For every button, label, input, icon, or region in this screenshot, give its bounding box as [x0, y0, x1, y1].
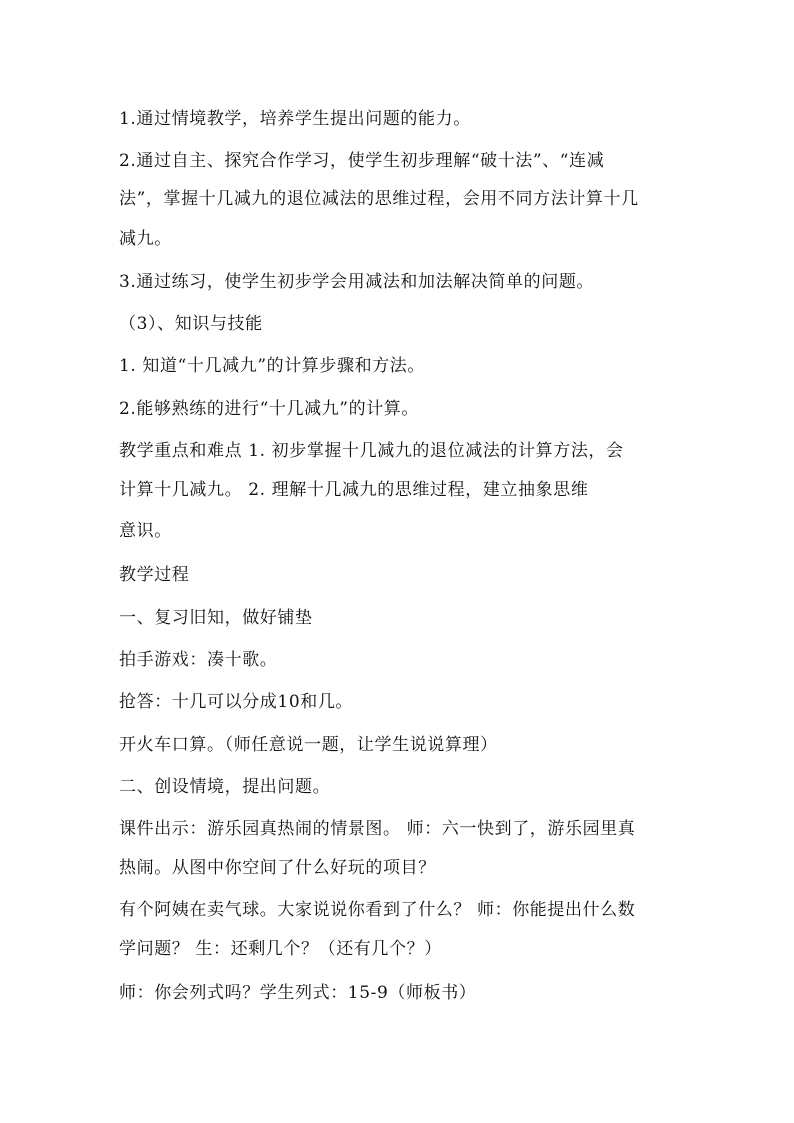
courseware-line-2: 热闹。从图中你空间了什么好玩的项目？	[119, 858, 436, 878]
balloon-line-2: 学问题？ 生：还剩几个？（还有几个？）	[119, 939, 442, 959]
key-points-line-3: 意识。	[119, 521, 172, 541]
balloon-line-1: 有个阿姨在卖气球。大家说说你看到了什么？ 师：你能提出什么数	[119, 900, 636, 920]
key-points-line-1: 教学重点和难点 1. 初步掌握十几减九的退位减法的计算方法，会	[119, 441, 624, 461]
goal-2-line-2: 法”，掌握十几减九的退位减法的思维过程，会用不同方法计算十几	[119, 189, 639, 209]
goal-3-line: 3.通过练习，使学生初步学会用减法和加法解决简单的问题。	[119, 272, 595, 292]
skill-1-line: 1. 知道“十几减九”的计算步骤和方法。	[119, 356, 426, 376]
skill-2-line: 2.能够熟练的进行“十几减九”的计算。	[119, 399, 420, 419]
courseware-line-1: 课件出示：游乐园真热闹的情景图。 师：六一快到了，游乐园里真	[119, 819, 636, 839]
formula-line: 师：你会列式吗？学生列式：15-9（师板书）	[119, 983, 477, 1003]
teaching-process-heading: 教学过程	[119, 565, 190, 585]
clap-game-line: 拍手游戏：凑十歌。	[119, 650, 278, 670]
train-oral-calc-line: 开火车口算。（师任意说一题，让学生说说算理）	[119, 735, 498, 755]
part-2-heading: 二、创设情境，提出问题。	[119, 777, 331, 797]
section-knowledge-skills-heading: （3）、知识与技能	[119, 314, 263, 334]
goal-2-line-1: 2.通过自主、探究合作学习，使学生初步理解“破十法”、“连减	[119, 151, 605, 171]
part-1-heading: 一、复习旧知，做好铺垫	[119, 608, 313, 628]
goal-2-line-3: 减九。	[119, 229, 172, 249]
goal-1-line: 1.通过情境教学，培养学生提出问题的能力。	[119, 109, 471, 129]
key-points-line-2: 计算十几减九。 2. 理解十几减九的思维过程，建立抽象思维	[119, 480, 589, 500]
quick-answer-line: 抢答：十几可以分成10和几。	[119, 692, 354, 712]
